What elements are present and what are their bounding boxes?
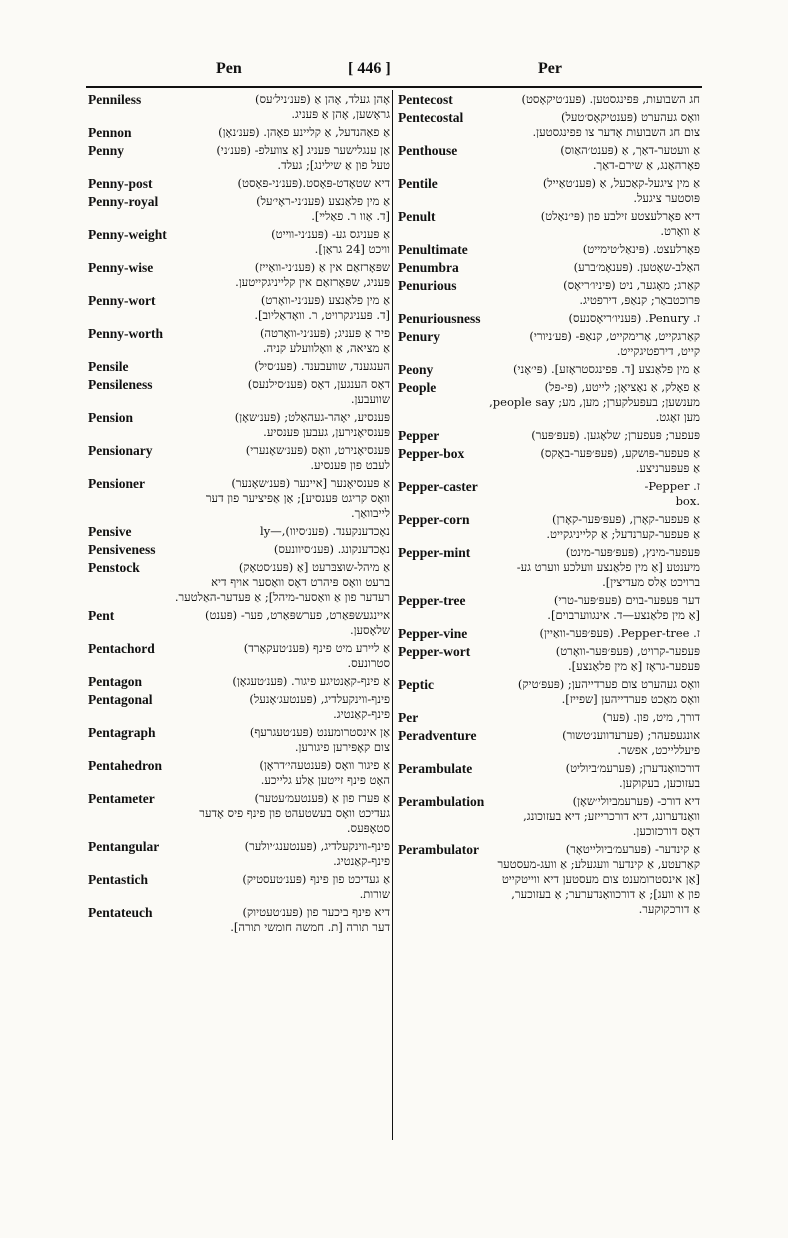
entry-gloss-line: דורך, מיט, פון. (פּער)	[602, 710, 700, 724]
entry-gloss-line: שלאָסען.	[349, 623, 390, 637]
entry-headword: Pensileness	[88, 377, 153, 392]
dictionary-entry	[398, 260, 700, 275]
entry-gloss-line: דאָס הענגען, דאָס (פּענ׳סילנעס)	[247, 377, 390, 391]
entry-gloss-line: שפּאָרזאַם אין אַ (פּענ׳ני-וואַייז)	[254, 260, 390, 274]
entry-gloss-line: box.	[675, 494, 700, 508]
dictionary-entry	[398, 311, 700, 326]
dictionary-entry	[88, 410, 390, 440]
entry-gloss-line: שוועבען.	[350, 392, 390, 406]
entry-headword: Penniless	[88, 92, 142, 107]
entry-gloss-line: פאָרהאַנג, אַ שירם-דאַך.	[592, 158, 700, 172]
entry-headword: Penny	[88, 143, 125, 158]
entry-gloss-line: וואָס געהערט (פּענטיקאָס׳טעל)	[561, 110, 700, 124]
entry-gloss-line: [אַ מין פלאַנצע—ד. אינגווערבוים].	[547, 608, 700, 622]
dictionary-entry	[398, 545, 700, 590]
entry-gloss-line: קאַרגקייט, אָרימקייט, קנאַפּ- (פּע׳ניורי)	[529, 329, 700, 343]
entry-gloss-line: אָהן געלד, אָהן אַ (פּענ׳ניל׳עס)	[254, 92, 390, 106]
entry-gloss-line: סטאָפּעס.	[346, 821, 390, 835]
entry-headword: Pepper-tree	[398, 593, 466, 608]
dictionary-entry	[398, 92, 700, 107]
entry-headword: Pentecost	[398, 92, 453, 107]
entry-gloss-line: וואַנדערונג, דיא דורכרייזע; דיא בעזוכונג,	[523, 809, 700, 823]
entry-gloss-line: געדיכט וואָס בעשטעהט פון פינף פיס אָדער	[199, 806, 390, 820]
entry-gloss-line: ברויכט אַלס מעדיצין].	[602, 575, 700, 589]
entry-headword: Peony	[398, 362, 434, 377]
entry-gloss-line: פּעפער-קרויט, (פּעפּ׳פּער-וואָרט)	[555, 644, 700, 658]
entry-headword: Pensile	[88, 359, 129, 374]
entry-gloss-line: אַן אינסטרומענט (פּענ׳טעגרעף)	[249, 725, 390, 739]
entry-headword: Pensiveness	[88, 542, 156, 557]
column-divider	[392, 90, 393, 1140]
entry-gloss-line: וואָס קריגט פּענסיע]; אַן אַפיציער פון דער	[205, 491, 390, 505]
dictionary-entry	[88, 293, 390, 323]
entry-gloss-line: שורות.	[359, 887, 390, 901]
dictionary-entry	[398, 677, 700, 707]
entry-gloss-line: פּעניג, שפּאָרזאַם אין קלייניגקייטען.	[235, 275, 390, 289]
entry-gloss-line: פּוסטער ציגעל.	[633, 191, 700, 205]
entry-gloss-line: פּרוכטבאַר; קנאַפּ, דירפטיג.	[579, 293, 700, 307]
page-header	[86, 58, 702, 86]
entry-headword: Pentagonal	[88, 692, 153, 707]
entry-gloss-line: איינגעשפּאַרט, פערשפּאַרט, פער- (פּענט)	[204, 608, 390, 622]
entry-gloss-line: אַ געדיכט פון פינף (פּענ׳טעסטיק)	[242, 872, 390, 886]
entry-gloss-line: אַ פּענסיאָנער [איינער (פּענ׳שאָנער)	[231, 476, 390, 490]
entry-gloss-line: אַ ליירע מיט פינף (פּענ׳טעקאָרד)	[243, 641, 390, 655]
page-number: [ 446 ]	[348, 60, 391, 77]
dictionary-entry	[398, 143, 700, 173]
entry-gloss-line: סטרונעס.	[347, 656, 390, 670]
header-rule	[86, 86, 702, 88]
entry-gloss-line: פּענסיאָנירט, וואָס (פּענ׳שאָנערי)	[245, 443, 390, 457]
entry-headword: Penny-wort	[88, 293, 156, 308]
dictionary-entry	[88, 359, 390, 374]
entry-headword: Pentachord	[88, 641, 155, 656]
dictionary-entry	[88, 791, 390, 836]
dictionary-entry	[398, 761, 700, 791]
entry-gloss-line: פּענסיע, יאָהר-געהאַלט; (פּענ׳שאָן)	[234, 410, 390, 424]
entry-gloss-line: קאַרג; מאָגער, ניט (פּיניו׳ריאָס)	[563, 278, 700, 292]
dictionary-entry	[398, 593, 700, 623]
entry-gloss-line: פּענסיאָנירען, געבען פּענסיע.	[263, 425, 390, 439]
entry-headword: Peradventure	[398, 728, 477, 743]
entry-gloss-line: דער תורה [ת. חמשה חומשי תורה].	[230, 920, 390, 934]
entry-gloss-line: אַ מיהל-שוּצבּרעט [אַ (פּענ׳סטאָק)	[238, 560, 390, 574]
entry-headword: Penny-royal	[88, 194, 159, 209]
entry-headword: Pentagon	[88, 674, 142, 689]
entry-gloss-line: ז. Pepper-	[644, 479, 700, 493]
entry-gloss-line: ז. Penury. (פּעניו׳ריאָסנעס)	[568, 311, 700, 325]
entry-headword: Perambulate	[398, 761, 473, 776]
dictionary-entry	[88, 905, 390, 935]
entry-gloss-line: צום קאָפּירען פיגורען.	[294, 740, 390, 754]
dictionary-entry	[88, 560, 390, 605]
entry-gloss-line: אַ וואָרט.	[660, 224, 700, 238]
entry-gloss-line: אַ פּעניגס גע- (פּענ׳ני-וױיט)	[271, 227, 390, 241]
entry-gloss-line: דאָס דורכזוכען.	[632, 824, 700, 838]
entry-gloss-line: טעל פון אַ שילינג]; געלד.	[277, 158, 390, 172]
entry-gloss-line: אַ מציאה, אַ וואָלוועלע קניה.	[262, 341, 390, 355]
dictionary-entry	[88, 542, 390, 557]
entry-gloss-line: ז. Pepper-tree. (פּעפּ׳פּער-וואַיין)	[539, 626, 700, 640]
entry-gloss-line: קייט, דירפטיגקייט.	[616, 344, 700, 358]
entry-gloss-line: אַ פּעפער-פּושקע, (פּעפּ׳פּער-באָקס)	[540, 446, 700, 460]
entry-gloss-line: וואָס געהערט צום פערדייהען; (פּעפּ׳טיק)	[517, 677, 700, 691]
dictionary-entry	[398, 362, 700, 377]
entry-headword: Pepper-box	[398, 446, 465, 461]
entry-gloss-line: אַ פאַהנדעל, אַ קליינע פאָהן. (פּענ׳נאָן)	[218, 125, 390, 139]
entry-gloss-line: [אַן אינסטרומענט צום מעסטען דיא ווייטקייט	[501, 872, 700, 886]
entry-headword: Pentateuch	[88, 905, 153, 920]
entry-gloss-line: דורכוואַנדערן; (פּערעמ׳ביוליט)	[565, 761, 700, 775]
dictionary-entry	[398, 794, 700, 839]
entry-gloss-line: אַ פּעפער-קאָרן, (פּעפּ׳פּער-קאָרן)	[552, 512, 700, 526]
dictionary-entry	[88, 143, 390, 173]
entry-headword: Perambulation	[398, 794, 485, 809]
entry-headword: People	[398, 380, 437, 395]
entry-headword: Penstock	[88, 560, 140, 575]
entry-gloss-line: אַ פּעפער-קערנדעל; אַ קלייניגקייט.	[546, 527, 700, 541]
entry-gloss-line: פינף-ווינקעלדיג, (פּענטענג׳יולער)	[244, 839, 390, 853]
entry-headword: Pension	[88, 410, 134, 425]
entry-headword: Penny-post	[88, 176, 153, 191]
entry-headword: Pennon	[88, 125, 132, 140]
entry-gloss-line: מיענטע [אַ מין פלאַנצע וועלכע ווערט גע-	[516, 560, 700, 574]
entry-gloss-line: אונגעפעהר; (פּערעדווענ׳טשור)	[562, 728, 700, 742]
entry-headword: Pentahedron	[88, 758, 163, 773]
entry-gloss-line: אַ פיגור וואָס (פּענטעהי׳דראָן)	[259, 758, 390, 772]
entry-headword: Pepper-mint	[398, 545, 471, 560]
entry-gloss-line: דיא שטאָדט-פּאָסט.(פּענ׳ני-פּאָסט)	[237, 176, 390, 190]
dictionary-entry	[398, 479, 700, 509]
entry-gloss-line: חג השבועות, פּפינגסטען. (פּענ׳טיקאָסט)	[521, 92, 700, 106]
entry-gloss-line: ברעט וואָס פּיהרט דאָס וואַסער אויף דיא	[211, 575, 390, 589]
dictionary-entry	[88, 377, 390, 407]
dictionary-entry	[88, 194, 390, 224]
dictionary-entry	[398, 446, 700, 476]
entry-gloss-line: אַ קינדער- (פּערעמ׳ביולייטאָר)	[565, 842, 700, 856]
dictionary-entry	[398, 512, 700, 542]
entry-headword: Penumbra	[398, 260, 459, 275]
entry-gloss-line: קאַרעטע, אַ קינדער וועגעלע; אַ וועג-מעסטער	[497, 857, 700, 871]
entry-gloss-line: פינף-קאַנטיג.	[333, 707, 390, 721]
entry-gloss-line: אַ מין פלאַנצע [ד. פּפינגסטראָזע]. (פּי׳אָני)	[512, 362, 700, 376]
entry-gloss-line: אַ פאָלק, אַ נאַציאָן; לייטע, (פּי-פּל)	[544, 380, 700, 394]
entry-gloss-line: פאָרלעצט. (פּינאַל׳טימייט)	[582, 242, 700, 256]
entry-gloss-line: הענגענד, שוועבענד. (פּענ׳סיל)	[254, 359, 390, 373]
entry-headword: Penthouse	[398, 143, 458, 158]
entry-gloss-line: פינף-קאַנטיג.	[333, 854, 390, 868]
entry-headword: Pepper-caster	[398, 479, 478, 494]
entry-gloss-line: אַ פּערז פון אַ (פּענטעמ׳עטער)	[254, 791, 390, 805]
entry-gloss-line: פיעללייכט, אפשר.	[617, 743, 700, 757]
entry-gloss-line: רעדער פון אַ וואַסער-מיהל]; אַ פּעדער-האַלטער.	[174, 590, 390, 604]
entry-headword: Pensionary	[88, 443, 153, 458]
dictionary-entry	[398, 110, 700, 140]
entry-headword: Pensioner	[88, 476, 145, 491]
entry-headword: Pensive	[88, 524, 132, 539]
dictionary-entry	[88, 608, 390, 638]
entry-headword: Pepper-vine	[398, 626, 468, 641]
dictionary-entry	[398, 209, 700, 239]
dictionary-entry	[398, 626, 700, 641]
entry-gloss-line: אַ מין ציגעל-קאַכעל, אַ (פּענ׳טאַייל)	[542, 176, 700, 190]
entry-gloss-line: בעזוכען, בעקוקען.	[619, 776, 700, 790]
entry-headword: Pepper-corn	[398, 512, 470, 527]
dictionary-entry	[88, 443, 390, 473]
entry-gloss-line: האַלב-שאָטען. (פּענאָמ׳ברע)	[573, 260, 700, 274]
entry-gloss-line: אַ מין פלאַנצע (פּענ׳ני-ראָי׳על)	[256, 194, 390, 208]
dictionary-entry	[88, 872, 390, 902]
dictionary-entry	[398, 176, 700, 206]
entry-gloss-line: פינף-ווינקעלדיג, (פּענטעג׳אָנעל)	[249, 692, 390, 706]
entry-gloss-line: דיא פאָרלעצטע זילבע פון (פּי׳נאַלט)	[540, 209, 700, 223]
dictionary-entry	[398, 428, 700, 443]
entry-gloss-line: פון אַ וועג]; אַ דורכוואַנדערער; אַ בעזוכער,	[511, 887, 700, 901]
dictionary-entry	[88, 476, 390, 521]
entry-gloss-line: צום חג השבועות אָדער צו פפינגסטען.	[532, 125, 700, 139]
header-last-guide-word: Per	[538, 60, 562, 77]
right-column	[398, 92, 700, 1138]
entry-gloss-line: דער פּעפּער-בוים (פּעפּ׳פּער-טרי)	[553, 593, 700, 607]
entry-headword: Pepper	[398, 428, 440, 443]
entry-gloss-line: פּעפער-גראָז [אַ מין פלאַנצע].	[568, 659, 700, 673]
entry-gloss-line: [ד. אַוו ר. פאַלײ].	[311, 209, 390, 223]
entry-gloss-line: אַ דורכקוקער.	[638, 902, 700, 916]
dictionary-entry	[88, 692, 390, 722]
entry-gloss-line: לעבט פון פּענסיע.	[310, 458, 390, 472]
entry-gloss-line: דיא דורכ- (פּערעמביולי׳שאָן)	[572, 794, 700, 808]
dictionary-entry	[88, 641, 390, 671]
entry-headword: Penny-weight	[88, 227, 167, 242]
entry-gloss-line: פיר אַ פּעניג; (פּענ׳ני-וואָרטה)	[259, 326, 390, 340]
entry-headword: Per	[398, 710, 419, 725]
entry-gloss-line: אַן ענגלישער פּעניג [אַ צוועלפ- (פּענ׳ני)	[216, 143, 390, 157]
left-column	[88, 92, 390, 1138]
entry-gloss-line: מענשען; בעפעלקערן; מען, מע; people say,	[489, 395, 700, 409]
entry-headword: Penuriousness	[398, 311, 481, 326]
dictionary-entry	[88, 674, 390, 689]
dictionary-entry	[88, 227, 390, 257]
dictionary-entry	[88, 260, 390, 290]
entry-headword: Pentastich	[88, 872, 148, 887]
entry-headword: Penurious	[398, 278, 457, 293]
entry-headword: Pentile	[398, 176, 438, 191]
entry-gloss-line: אַ פינף-קאַנטיגע פיגור. (פּענ׳טעגאָן)	[232, 674, 390, 688]
entry-gloss-line: אַ וועטער-דאַך, אַ (פּענט׳האַוס)	[560, 143, 700, 157]
entry-gloss-line: וואָס מאַכט פערדייהען [שפייז].	[561, 692, 700, 706]
entry-gloss-line: גראָשען, אָהן אַ פּעניג.	[291, 107, 390, 121]
entry-gloss-line: מען זאָגט.	[655, 410, 700, 424]
entry-gloss-line: לייבוואַך.	[350, 506, 390, 520]
entry-headword: Penult	[398, 209, 436, 224]
entry-headword: Penny-wise	[88, 260, 154, 275]
entry-headword: Pentagraph	[88, 725, 156, 740]
entry-gloss-line: נאָכדענקענד. (פּענ׳סיוו),—ly	[260, 524, 390, 538]
dictionary-entry	[398, 380, 700, 425]
dictionary-entry	[88, 839, 390, 869]
entry-gloss-line: פּעפער-מינץ, (פּעפּ׳פּער-מינט)	[565, 545, 700, 559]
entry-gloss-line: אַ מין פלאַנצע (פּענ׳ני-וואָרט)	[260, 293, 390, 307]
entry-gloss-line: וויכט [24 גראַן].	[314, 242, 390, 256]
entry-gloss-line: האָט פינף זייטען אַלע גלייכע.	[260, 773, 390, 787]
dictionary-entry	[398, 644, 700, 674]
entry-gloss-line: פּעפער; פּעפערן; שלאָגען. (פּעפּ׳פּער)	[531, 428, 700, 442]
header-first-guide-word: Pen	[216, 60, 242, 77]
entry-headword: Penny-worth	[88, 326, 163, 341]
entry-headword: Pentangular	[88, 839, 160, 854]
dictionary-entry	[398, 710, 700, 725]
dictionary-entry	[88, 176, 390, 191]
dictionary-entry	[88, 92, 390, 122]
entry-headword: Perambulator	[398, 842, 479, 857]
entry-headword: Pepper-wort	[398, 644, 471, 659]
dictionary-entry	[398, 728, 700, 758]
dictionary-entry	[398, 329, 700, 359]
entry-gloss-line: [ד. פּעניגקרויט, ר. וואָדאַליוב].	[254, 308, 390, 322]
dictionary-entry	[398, 242, 700, 257]
dictionary-entry	[398, 278, 700, 308]
entry-headword: Pentameter	[88, 791, 155, 806]
dictionary-entry	[398, 842, 700, 917]
entry-gloss-line: אַ פּעפּערניצע.	[635, 461, 700, 475]
dictionary-entry	[88, 125, 390, 140]
entry-gloss-line: נאָכדענקונג. (פּענ׳סיוונעס)	[273, 542, 390, 556]
dictionary-entry	[88, 758, 390, 788]
entry-gloss-line: דיא פינף ביכער פון (פּענ׳טעטיוק)	[242, 905, 390, 919]
entry-headword: Pent	[88, 608, 115, 623]
dictionary-entry	[88, 326, 390, 356]
dictionary-entry	[88, 725, 390, 755]
entry-headword: Penury	[398, 329, 440, 344]
entry-headword: Pentecostal	[398, 110, 464, 125]
entry-headword: Penultimate	[398, 242, 468, 257]
entry-headword: Peptic	[398, 677, 434, 692]
dictionary-entry	[88, 524, 390, 539]
